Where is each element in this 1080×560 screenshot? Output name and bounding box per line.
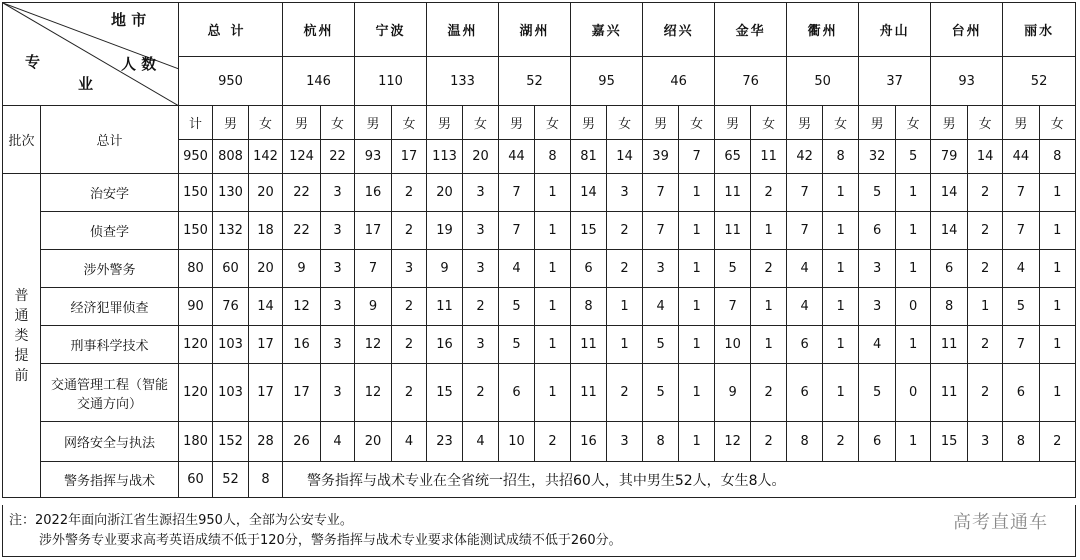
value-cell: 103 — [213, 326, 249, 364]
value-cell: 1 — [896, 422, 931, 462]
value-cell: 180 — [179, 422, 213, 462]
male-label: 男 — [213, 106, 249, 140]
value-cell: 6 — [787, 364, 823, 422]
male-label: 男 — [427, 106, 463, 140]
female-label: 女 — [968, 106, 1003, 140]
city-header: 绍兴 — [643, 3, 715, 57]
city-total: 110 — [355, 57, 427, 106]
value-cell: 0 — [896, 288, 931, 326]
city-total: 52 — [499, 57, 571, 106]
total-cell: 44 — [1003, 140, 1039, 174]
value-cell: 2 — [463, 288, 499, 326]
value-cell: 1 — [535, 326, 571, 364]
value-cell: 1 — [679, 288, 715, 326]
female-label: 女 — [1039, 106, 1075, 140]
female-label: 女 — [823, 106, 859, 140]
total-cell: 65 — [715, 140, 751, 174]
value-cell: 5 — [643, 326, 679, 364]
value-cell: 1 — [968, 288, 1003, 326]
value-cell: 1 — [823, 364, 859, 422]
value-cell: 120 — [179, 326, 213, 364]
value-cell: 1 — [896, 326, 931, 364]
value-cell: 15 — [571, 212, 607, 250]
city-total: 95 — [571, 57, 643, 106]
value-cell: 5 — [643, 364, 679, 422]
value-cell: 3 — [392, 250, 427, 288]
value-cell: 7 — [499, 174, 535, 212]
total-cell: 8 — [823, 140, 859, 174]
total-row-label: 总计 — [41, 106, 179, 174]
total-header: 总计 — [179, 3, 283, 57]
value-cell: 14 — [249, 288, 283, 326]
city-total: 133 — [427, 57, 499, 106]
value-cell: 1 — [823, 174, 859, 212]
corner-major-label-1: 专 — [25, 53, 41, 71]
value-cell: 150 — [179, 174, 213, 212]
value-cell: 1 — [751, 212, 787, 250]
value-cell: 12 — [355, 326, 392, 364]
value-cell: 1 — [823, 326, 859, 364]
table-row — [3, 288, 1076, 326]
category-cell — [3, 174, 41, 498]
value-cell: 1 — [1039, 174, 1075, 212]
value-cell: 6 — [787, 326, 823, 364]
value-cell: 7 — [715, 288, 751, 326]
value-cell: 20 — [249, 174, 283, 212]
total-cell: 14 — [968, 140, 1003, 174]
value-cell: 17 — [249, 364, 283, 422]
city-total: 76 — [715, 57, 787, 106]
table-row — [3, 326, 1076, 364]
value-cell: 14 — [931, 174, 968, 212]
value-cell: 6 — [859, 212, 896, 250]
female-label: 女 — [751, 106, 787, 140]
value-cell: 90 — [179, 288, 213, 326]
value-cell: 20 — [249, 250, 283, 288]
total-cell: 93 — [355, 140, 392, 174]
value-cell: 2 — [751, 174, 787, 212]
total-value: 950 — [179, 57, 283, 106]
male-label: 男 — [787, 106, 823, 140]
value-cell: 2 — [392, 326, 427, 364]
total-cell: 14 — [607, 140, 643, 174]
value-cell: 2 — [607, 250, 643, 288]
value-cell: 22 — [283, 174, 321, 212]
major-name: 网络安全与执法 — [41, 422, 179, 462]
total-cell: 22 — [321, 140, 355, 174]
corner-city-label: 地 市 — [111, 11, 147, 29]
value-cell: 1 — [896, 212, 931, 250]
value-cell: 3 — [859, 288, 896, 326]
city-header: 丽水 — [1003, 3, 1076, 57]
female-label: 女 — [463, 106, 499, 140]
major-name: 涉外警务 — [41, 250, 179, 288]
female-label: 女 — [535, 106, 571, 140]
header-corner — [3, 3, 179, 106]
value-cell: 2 — [968, 174, 1003, 212]
corner-major-label-2: 业 — [78, 75, 94, 93]
total-cell: 39 — [643, 140, 679, 174]
male-label: 男 — [1003, 106, 1039, 140]
footnote-line-2: 涉外警务专业要求高考英语成绩不低于120分，警务指挥与战术专业要求体能测试成绩不低于260分。 — [39, 533, 622, 548]
value-cell: 2 — [607, 364, 643, 422]
total-cell: 81 — [571, 140, 607, 174]
city-header: 舟山 — [859, 3, 931, 57]
value-cell: 1 — [751, 326, 787, 364]
value-cell: 2 — [392, 364, 427, 422]
value-cell: 7 — [1003, 326, 1039, 364]
value-cell: 1 — [823, 212, 859, 250]
value-cell: 1 — [679, 212, 715, 250]
ji-label: 计 — [179, 106, 213, 140]
major-name: 警务指挥与战术 — [41, 462, 179, 498]
value-cell: 1 — [1039, 250, 1075, 288]
total-cell: 5 — [896, 140, 931, 174]
value-cell: 1 — [679, 174, 715, 212]
value-cell: 3 — [321, 250, 355, 288]
value-cell: 1 — [535, 174, 571, 212]
value-cell: 7 — [499, 212, 535, 250]
value-cell: 1 — [607, 326, 643, 364]
male-label: 男 — [355, 106, 392, 140]
value-cell: 11 — [427, 288, 463, 326]
city-total: 37 — [859, 57, 931, 106]
value-cell: 16 — [571, 422, 607, 462]
value-cell: 9 — [715, 364, 751, 422]
value-cell: 17 — [283, 364, 321, 422]
value-cell: 1 — [823, 250, 859, 288]
value-cell: 16 — [283, 326, 321, 364]
value-cell: 4 — [643, 288, 679, 326]
total-cell: 32 — [859, 140, 896, 174]
city-header: 金华 — [715, 3, 787, 57]
value-cell: 5 — [715, 250, 751, 288]
value-cell: 18 — [249, 212, 283, 250]
value-cell: 2 — [751, 364, 787, 422]
table-row — [3, 212, 1076, 250]
value-cell: 3 — [321, 364, 355, 422]
value-cell: 8 — [249, 462, 283, 498]
major-name: 侦查学 — [41, 212, 179, 250]
total-cell: 950 — [179, 140, 213, 174]
value-cell: 6 — [859, 422, 896, 462]
value-cell: 3 — [463, 250, 499, 288]
value-cell: 11 — [931, 364, 968, 422]
value-cell: 1 — [679, 364, 715, 422]
value-cell: 17 — [355, 212, 392, 250]
value-cell: 103 — [213, 364, 249, 422]
value-cell: 12 — [283, 288, 321, 326]
total-cell: 124 — [283, 140, 321, 174]
value-cell: 5 — [499, 326, 535, 364]
major-name: 交通管理工程（智能交通方向） — [41, 364, 179, 422]
value-cell: 3 — [607, 174, 643, 212]
value-cell: 7 — [355, 250, 392, 288]
value-cell: 6 — [1003, 364, 1039, 422]
value-cell: 2 — [1039, 422, 1075, 462]
value-cell: 2 — [751, 422, 787, 462]
value-cell: 5 — [499, 288, 535, 326]
value-cell: 120 — [179, 364, 213, 422]
value-cell: 5 — [859, 174, 896, 212]
value-cell: 12 — [715, 422, 751, 462]
total-cell: 8 — [535, 140, 571, 174]
value-cell: 2 — [463, 364, 499, 422]
value-cell: 2 — [968, 326, 1003, 364]
city-header: 衢州 — [787, 3, 859, 57]
value-cell: 10 — [499, 422, 535, 462]
value-cell: 1 — [679, 422, 715, 462]
female-label: 女 — [896, 106, 931, 140]
value-cell: 3 — [968, 422, 1003, 462]
value-cell: 76 — [213, 288, 249, 326]
value-cell: 1 — [535, 250, 571, 288]
value-cell: 3 — [321, 288, 355, 326]
value-cell: 20 — [355, 422, 392, 462]
value-cell: 9 — [283, 250, 321, 288]
value-cell: 1 — [679, 326, 715, 364]
value-cell: 7 — [643, 212, 679, 250]
value-cell: 11 — [715, 174, 751, 212]
city-header: 宁波 — [355, 3, 427, 57]
value-cell: 1 — [535, 288, 571, 326]
value-cell: 4 — [392, 422, 427, 462]
major-name: 治安学 — [41, 174, 179, 212]
table-row — [3, 422, 1076, 462]
value-cell: 1 — [679, 250, 715, 288]
value-cell: 23 — [427, 422, 463, 462]
value-cell: 7 — [787, 212, 823, 250]
value-cell: 1 — [896, 174, 931, 212]
male-label: 男 — [859, 106, 896, 140]
major-name: 经济犯罪侦查 — [41, 288, 179, 326]
value-cell: 1 — [823, 288, 859, 326]
value-cell: 3 — [859, 250, 896, 288]
value-cell: 5 — [1003, 288, 1039, 326]
table-row — [3, 250, 1076, 288]
value-cell: 132 — [213, 212, 249, 250]
female-label: 女 — [607, 106, 643, 140]
table-row — [3, 174, 1076, 212]
value-cell: 3 — [321, 174, 355, 212]
footnote — [2, 505, 1076, 557]
table-row — [3, 364, 1076, 422]
value-cell: 6 — [499, 364, 535, 422]
value-cell: 7 — [643, 174, 679, 212]
value-cell: 1 — [535, 364, 571, 422]
female-label: 女 — [679, 106, 715, 140]
value-cell: 80 — [179, 250, 213, 288]
value-cell: 3 — [607, 422, 643, 462]
value-cell: 8 — [787, 422, 823, 462]
watermark: 高考直通车 — [953, 512, 1048, 533]
value-cell: 3 — [643, 250, 679, 288]
city-total: 46 — [643, 57, 715, 106]
male-label: 男 — [931, 106, 968, 140]
value-cell: 8 — [643, 422, 679, 462]
value-cell: 11 — [571, 326, 607, 364]
value-cell: 1 — [1039, 212, 1075, 250]
value-cell: 3 — [321, 212, 355, 250]
value-cell: 1 — [607, 288, 643, 326]
value-cell: 1 — [1039, 364, 1075, 422]
value-cell: 0 — [896, 364, 931, 422]
value-cell: 15 — [427, 364, 463, 422]
value-cell: 150 — [179, 212, 213, 250]
value-cell: 7 — [787, 174, 823, 212]
male-label: 男 — [571, 106, 607, 140]
value-cell: 17 — [249, 326, 283, 364]
value-cell: 10 — [715, 326, 751, 364]
value-cell: 3 — [321, 326, 355, 364]
value-cell: 2 — [968, 250, 1003, 288]
total-cell: 44 — [499, 140, 535, 174]
value-cell: 8 — [571, 288, 607, 326]
value-cell: 7 — [1003, 212, 1039, 250]
value-cell: 14 — [931, 212, 968, 250]
male-label: 男 — [499, 106, 535, 140]
value-cell: 4 — [499, 250, 535, 288]
city-total: 50 — [787, 57, 859, 106]
batch-label: 批次 — [3, 106, 41, 174]
value-cell: 2 — [535, 422, 571, 462]
total-cell: 7 — [679, 140, 715, 174]
value-cell: 3 — [463, 174, 499, 212]
value-cell: 16 — [427, 326, 463, 364]
value-cell: 8 — [1003, 422, 1039, 462]
total-cell: 17 — [392, 140, 427, 174]
value-cell: 52 — [213, 462, 249, 498]
value-cell: 16 — [355, 174, 392, 212]
value-cell: 9 — [427, 250, 463, 288]
value-cell: 2 — [392, 174, 427, 212]
total-cell: 42 — [787, 140, 823, 174]
value-cell: 11 — [931, 326, 968, 364]
merged-note-cell: 警务指挥与战术专业在全省统一招生，共招60人，其中男生52人，女生8人。 — [283, 462, 1076, 498]
value-cell: 12 — [355, 364, 392, 422]
value-cell: 11 — [715, 212, 751, 250]
value-cell: 2 — [392, 288, 427, 326]
city-header: 台州 — [931, 3, 1003, 57]
total-cell: 11 — [751, 140, 787, 174]
enrollment-table — [2, 2, 1076, 498]
total-cell: 113 — [427, 140, 463, 174]
total-cell: 79 — [931, 140, 968, 174]
value-cell: 26 — [283, 422, 321, 462]
female-label: 女 — [321, 106, 355, 140]
value-cell: 1 — [1039, 288, 1075, 326]
city-total: 146 — [283, 57, 355, 106]
value-cell: 60 — [213, 250, 249, 288]
value-cell: 4 — [463, 422, 499, 462]
total-cell: 20 — [463, 140, 499, 174]
value-cell: 22 — [283, 212, 321, 250]
value-cell: 4 — [321, 422, 355, 462]
value-cell: 4 — [859, 326, 896, 364]
value-cell: 1 — [535, 212, 571, 250]
value-cell: 2 — [968, 212, 1003, 250]
city-total: 52 — [1003, 57, 1076, 106]
value-cell: 3 — [463, 212, 499, 250]
major-name: 刑事科学技术 — [41, 326, 179, 364]
value-cell: 2 — [968, 364, 1003, 422]
footnote-line-1: 注：2022年面向浙江省生源招生950人，全部为公安专业。 — [9, 513, 353, 528]
city-header: 嘉兴 — [571, 3, 643, 57]
value-cell: 3 — [463, 326, 499, 364]
city-header: 温州 — [427, 3, 499, 57]
value-cell: 6 — [571, 250, 607, 288]
category-label: 普通类提前 — [14, 287, 29, 384]
total-cell: 808 — [213, 140, 249, 174]
value-cell: 2 — [751, 250, 787, 288]
value-cell: 19 — [427, 212, 463, 250]
female-label: 女 — [249, 106, 283, 140]
value-cell: 2 — [392, 212, 427, 250]
total-cell: 8 — [1039, 140, 1075, 174]
value-cell: 130 — [213, 174, 249, 212]
value-cell: 7 — [1003, 174, 1039, 212]
corner-count-label: 人 数 — [121, 55, 157, 73]
value-cell: 5 — [859, 364, 896, 422]
value-cell: 4 — [1003, 250, 1039, 288]
value-cell: 4 — [787, 288, 823, 326]
value-cell: 1 — [1039, 326, 1075, 364]
value-cell: 20 — [427, 174, 463, 212]
female-label: 女 — [392, 106, 427, 140]
value-cell: 11 — [571, 364, 607, 422]
value-cell: 28 — [249, 422, 283, 462]
value-cell: 1 — [751, 288, 787, 326]
value-cell: 15 — [931, 422, 968, 462]
value-cell: 60 — [179, 462, 213, 498]
total-cell: 142 — [249, 140, 283, 174]
value-cell: 2 — [607, 212, 643, 250]
value-cell: 2 — [823, 422, 859, 462]
value-cell: 6 — [931, 250, 968, 288]
male-label: 男 — [283, 106, 321, 140]
value-cell: 14 — [571, 174, 607, 212]
value-cell: 4 — [787, 250, 823, 288]
city-header: 湖州 — [499, 3, 571, 57]
city-header: 杭州 — [283, 3, 355, 57]
value-cell: 9 — [355, 288, 392, 326]
male-label: 男 — [715, 106, 751, 140]
city-total: 93 — [931, 57, 1003, 106]
table-row — [3, 462, 1076, 498]
value-cell: 8 — [931, 288, 968, 326]
value-cell: 152 — [213, 422, 249, 462]
male-label: 男 — [643, 106, 679, 140]
value-cell: 1 — [896, 250, 931, 288]
